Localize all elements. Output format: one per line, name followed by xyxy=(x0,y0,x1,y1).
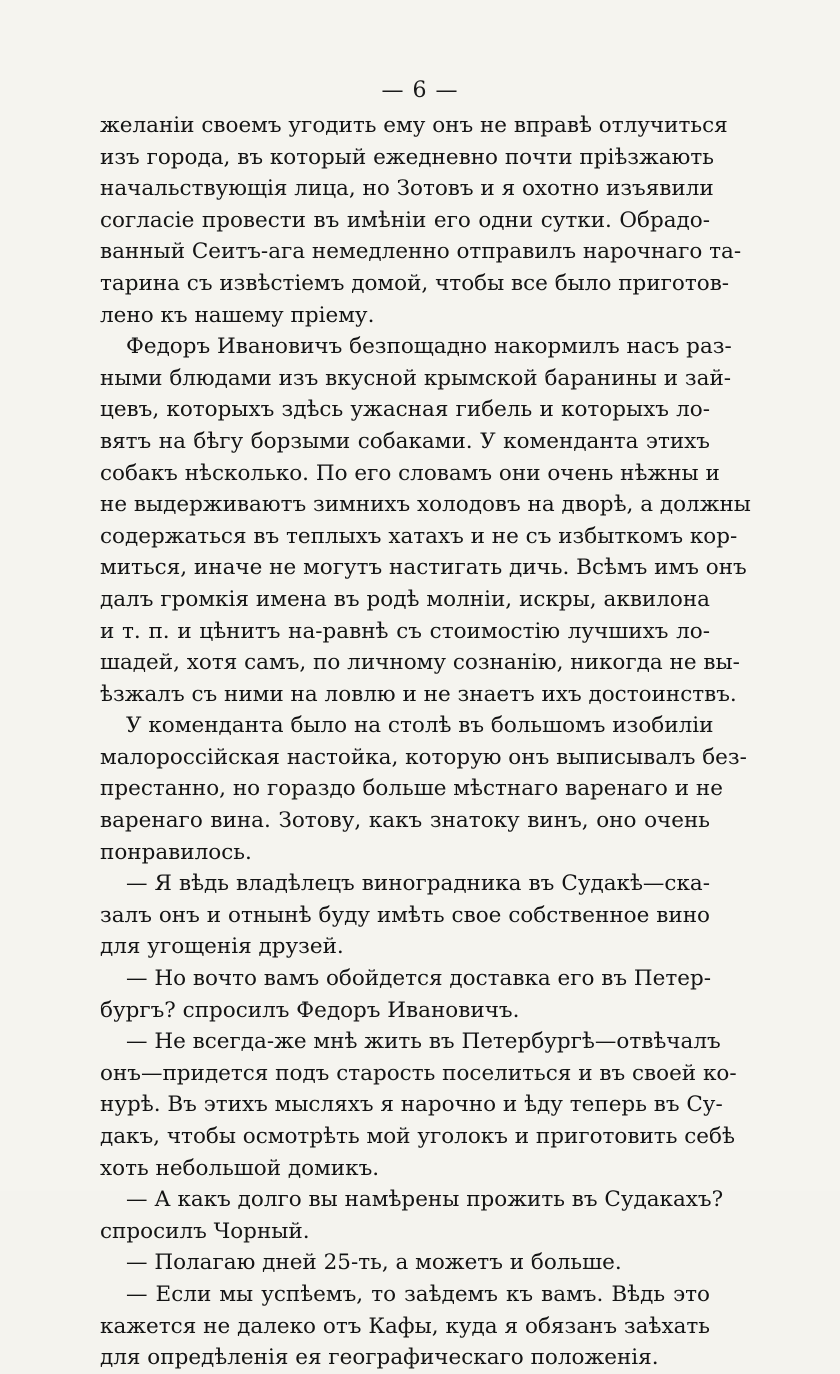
text-line: бургъ? спросилъ Федоръ Ивановичъ. xyxy=(100,997,520,1023)
text-line: не выдерживаютъ зимнихъ холодовъ на дворѣ, а должны xyxy=(100,492,751,518)
text-line: собакъ нѣсколько. По его словамъ они очень нѣжны и xyxy=(100,460,720,486)
text-line: содержаться въ теплыхъ хатахъ и не съ избыткомъ кор- xyxy=(100,523,738,549)
text-line: спросилъ Чорный. xyxy=(100,1218,310,1244)
text-line: — Не всегда-же мнѣ жить въ Петербургѣ—отвѣчалъ xyxy=(126,1029,721,1055)
text-line: варенаго вина. Зотову, какъ знатоку винъ, оно очень xyxy=(100,808,710,834)
text-line: вятъ на бѣгу борзыми собаками. У коменданта этихъ xyxy=(100,428,710,454)
text-line: желаніи своемъ угодить ему онъ не вправѣ отлучиться xyxy=(100,113,728,138)
text-line: и т. п. и цѣнитъ на-равнѣ съ стоимостію лучшихъ ло- xyxy=(100,618,710,644)
text-line: — Но вочто вамъ обойдется доставка его въ Петер- xyxy=(126,966,712,992)
paragraph xyxy=(100,868,710,963)
paragraph xyxy=(100,1026,737,1184)
text-line: для опредѣленія ея географическаго положенія. xyxy=(100,1345,659,1371)
text-line: — Полагаю дней 25-ть, а можетъ и больше. xyxy=(126,1250,622,1276)
text-line: У коменданта было на столѣ въ большомъ изобиліи xyxy=(126,713,714,739)
text-line: тарина съ извѣстіемъ домой, чтобы все было приготов- xyxy=(100,270,730,296)
text-line: кажется не далеко отъ Кафы, куда я обязанъ заѣхать xyxy=(100,1313,710,1339)
paragraph xyxy=(100,1184,724,1247)
paragraph xyxy=(100,1279,710,1374)
text-line: онъ—придется подъ старость поселиться и въ своей ко- xyxy=(100,1060,737,1086)
text-line: миться, иначе не могутъ настигать дичь. Всѣмъ имъ онъ xyxy=(100,555,747,581)
text-line: ванный Сеитъ-ага немедленно отправилъ нарочнаго та- xyxy=(100,239,742,265)
paragraph xyxy=(100,331,751,710)
text-line: лено къ нашему пріему. xyxy=(100,302,375,328)
text-line: дакъ, чтобы осмотрѣть мой уголокъ и приготовить себѣ xyxy=(100,1124,735,1149)
body-text xyxy=(100,110,751,1374)
paragraph xyxy=(100,1247,710,1279)
text-line: престанно, но гораздо больше мѣстнаго варенаго и не xyxy=(100,776,723,802)
text-line: — А какъ долго вы намѣрены прожить въ Судакахъ? xyxy=(126,1187,724,1213)
paragraph xyxy=(100,963,710,1026)
text-line: изъ города, въ который ежедневно почти пріѣзжають xyxy=(100,144,714,170)
text-line: цевъ, которыхъ здѣсь ужасная гибель и которыхъ ло- xyxy=(100,397,710,423)
text-line: согласіе провести въ имѣніи его одни сутки. Обрадо- xyxy=(100,207,710,233)
paragraph xyxy=(100,710,747,868)
text-line: хоть небольшой домикъ. xyxy=(100,1155,380,1181)
text-line: ѣзжалъ съ ними на ловлю и не знаетъ ихъ достоинствъ. xyxy=(100,681,737,707)
text-line: для угощенія друзей. xyxy=(100,934,344,960)
text-line: малороссійская настойка, которую онъ выписывалъ без- xyxy=(100,744,747,770)
text-line: Федоръ Ивановичъ безпощадно накормилъ насъ раз- xyxy=(126,334,732,360)
paragraph xyxy=(100,110,742,331)
text-line: — Если мы успѣемъ, то заѣдемъ къ вамъ. Вѣдь это xyxy=(126,1281,710,1307)
text-line: — Я вѣдь владѣлецъ виноградника въ Судакѣ—ска- xyxy=(126,871,710,897)
text-line: залъ онъ и отнынѣ буду имѣть свое собственное вино xyxy=(100,902,710,928)
page-number: — 6 — xyxy=(381,78,459,103)
text-line: далъ громкія имена въ родѣ молніи, искры, аквилона xyxy=(100,586,710,612)
text-line: нурѣ. Въ этихъ мысляхъ я нарочно и ѣду теперь въ Су- xyxy=(100,1092,723,1118)
text-line: понравилось. xyxy=(100,839,252,865)
text-line: ными блюдами изъ вкусной крымской баранины и зай- xyxy=(100,365,732,391)
text-line: начальствующія лица, но Зотовъ и я охотно изъявили xyxy=(100,176,714,202)
text-line: шадей, хотя самъ, по личному сознанію, никогда не вы- xyxy=(100,650,740,676)
